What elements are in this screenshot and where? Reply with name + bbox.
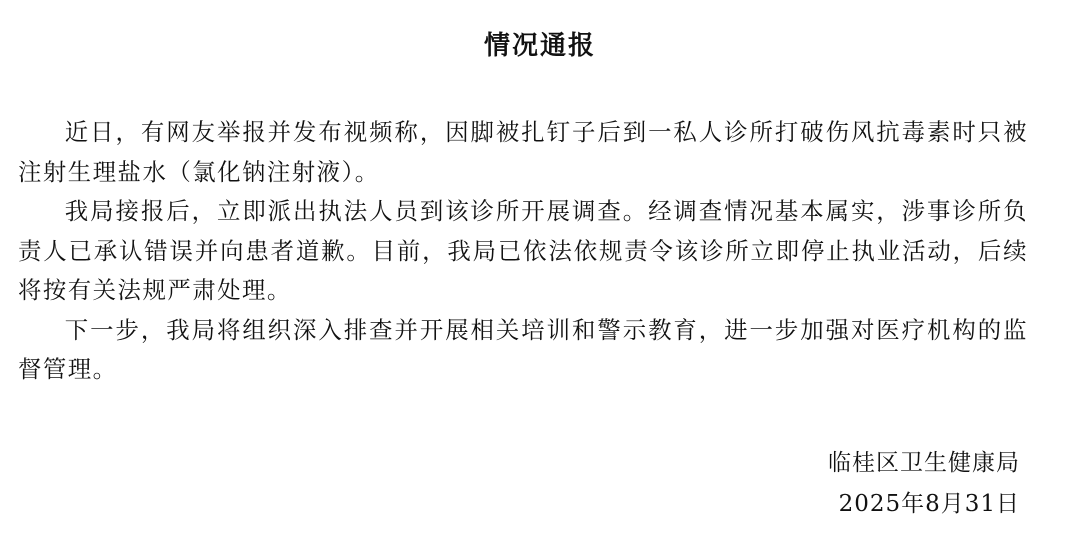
signature-block xyxy=(828,443,1020,525)
paragraph-investigation: 我局接报后，立即派出执法人员到该诊所开展调查。经调查情况基本属实，涉事诊所负责人已承认错误并向患者道歉。目前，我局已依法依规责令该诊所立即停止执业活动，后续将按有关法规严肃处理。 xyxy=(18,197,1028,304)
document-title: 情况通报 xyxy=(483,31,596,61)
issue-date: 2025年8月31日 xyxy=(838,491,1020,517)
paragraph-report: 近日，有网友举报并发布视频称，因脚被扎钉子后到一私人诊所打破伤风抗毒素时只被注射生理盐水（氯化钠注射液）。 xyxy=(18,118,1028,186)
paragraph-next-steps: 下一步，我局将组织深入排查并开展相关培训和警示教育，进一步加强对医疗机构的监督管理。 xyxy=(18,315,1028,383)
document-body xyxy=(18,113,1028,390)
issuer-name: 临桂区卫生健康局 xyxy=(828,450,1020,476)
